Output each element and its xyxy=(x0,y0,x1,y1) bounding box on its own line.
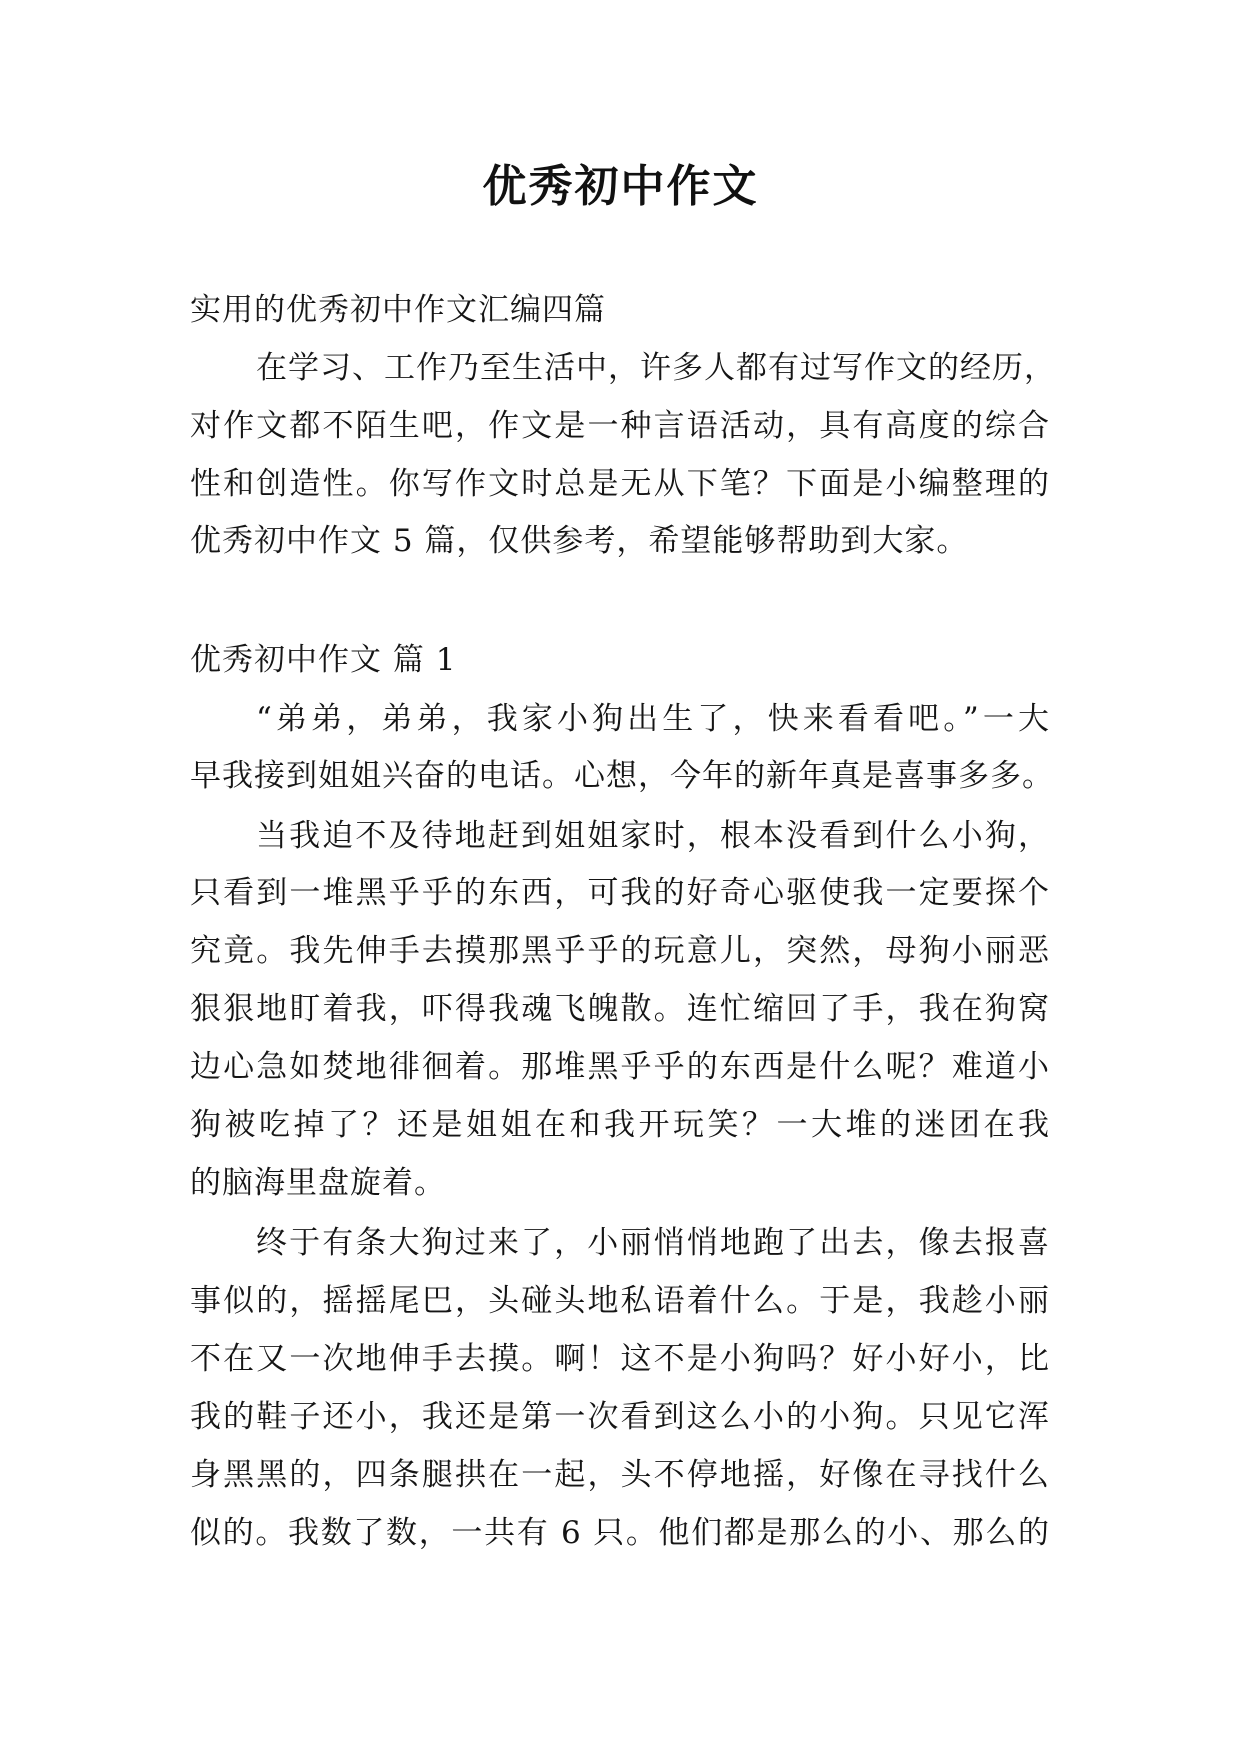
para2-line: 只看到一堆黑乎乎的东西，可我的好奇心驱使我一定要探个 xyxy=(190,875,1050,911)
document-title: 优秀初中作文 xyxy=(482,161,759,212)
intro-line: 对作文都不陌生吧，作文是一种言语活动，具有高度的综合 xyxy=(190,408,1050,444)
intro-line: 在学习、工作乃至生活中，许多人都有过写作文的经历， xyxy=(256,350,1056,386)
para1-line: “弟弟，弟弟，我家小狗出生了，快来看看吧。”一大 xyxy=(256,701,1050,737)
para2-line: 的脑海里盘旋着。 xyxy=(190,1165,446,1201)
intro-line: 优秀初中作文 5 篇，仅供参考，希望能够帮助到大家。 xyxy=(190,523,969,559)
section-heading: 优秀初中作文 篇 1 xyxy=(190,642,457,678)
para3-line: 我的鞋子还小，我还是第一次看到这么小的小狗。只见它浑 xyxy=(190,1399,1050,1435)
para1-line: 早我接到姐姐兴奋的电话。心想，今年的新年真是喜事多多。 xyxy=(190,758,1054,794)
para3-line: 身黑黑的，四条腿拱在一起，头不停地摇，好像在寻找什么 xyxy=(190,1457,1050,1493)
para2-line: 狗被吃掉了？还是姐姐在和我开玩笑？一大堆的迷团在我 xyxy=(190,1107,1050,1143)
para3-line: 不在又一次地伸手去摸。啊！这不是小狗吗？好小好小，比 xyxy=(190,1341,1050,1377)
para3-line: 终于有条大狗过来了，小丽悄悄地跑了出去，像去报喜 xyxy=(256,1225,1050,1261)
para2-line: 边心急如焚地徘徊着。那堆黑乎乎的东西是什么呢？难道小 xyxy=(190,1049,1050,1085)
para3-line: 事似的，摇摇尾巴，头碰头地私语着什么。于是，我趁小丽 xyxy=(190,1283,1050,1319)
document-subtitle: 实用的优秀初中作文汇编四篇 xyxy=(190,292,606,328)
intro-line: 性和创造性。你写作文时总是无从下笔？下面是小编整理的 xyxy=(190,466,1050,502)
para3-line: 似的。我数了数，一共有 6 只。他们都是那么的小、那么的 xyxy=(190,1515,1050,1551)
para2-line: 狠狠地盯着我，吓得我魂飞魄散。连忙缩回了手，我在狗窝 xyxy=(190,991,1050,1027)
para2-line: 当我迫不及待地赶到姐姐家时，根本没看到什么小狗， xyxy=(256,818,1050,854)
para2-line: 究竟。我先伸手去摸那黑乎乎的玩意儿，突然，母狗小丽恶 xyxy=(190,933,1050,969)
